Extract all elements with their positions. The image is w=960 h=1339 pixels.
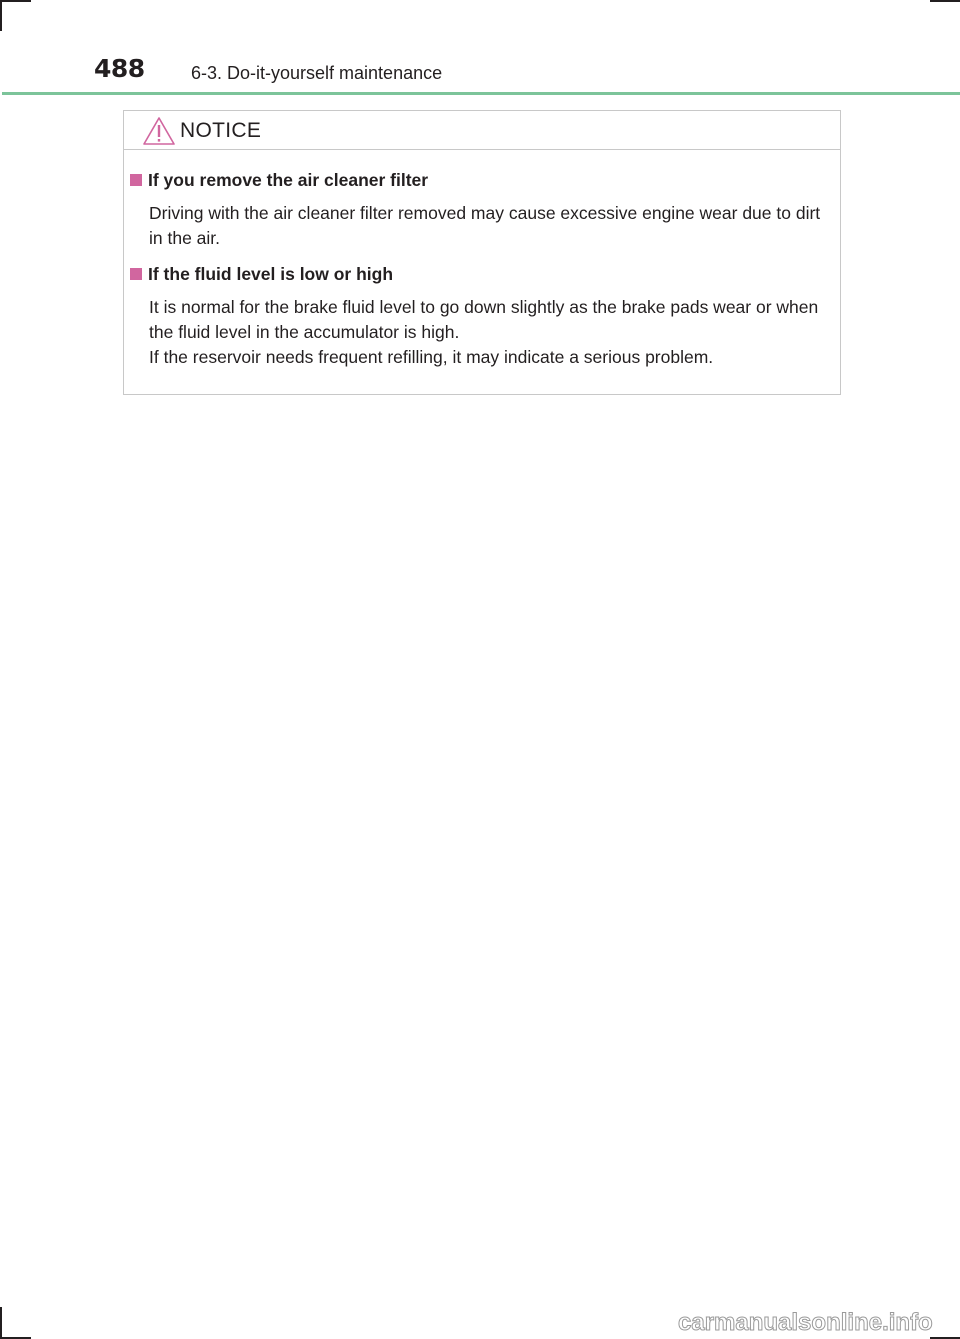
- item-heading-text: If you remove the air cleaner filter: [148, 170, 429, 190]
- section-title: 6-3. Do-it-yourself maintenance: [191, 63, 443, 83]
- item-body-air-filter: [149, 201, 833, 251]
- bullet-square-icon: [130, 174, 142, 186]
- paragraph: If the reservoir needs frequent refilling, it may indicate a serious problem.: [149, 347, 714, 367]
- header-rule: [2, 92, 960, 95]
- notice-header: [124, 111, 840, 150]
- watermark: [676, 1306, 952, 1336]
- page-header: [0, 0, 960, 96]
- item-heading-text: If the fluid level is low or high: [148, 264, 394, 284]
- item-body-fluid-level: [149, 295, 833, 370]
- paragraph: It is normal for the brake fluid level to go down slightly as the brake pads wear or when the fluid level in the accumulator is high.: [149, 297, 819, 342]
- bullet-square-icon: [130, 268, 142, 280]
- notice-label: NOTICE: [180, 119, 262, 142]
- paragraph: Driving with the air cleaner filter removed may cause excessive engine wear due to dirt in the air.: [149, 203, 821, 248]
- crop-mark-bottom-left-v: [0, 1307, 2, 1339]
- warning-triangle-icon: [142, 116, 176, 146]
- page-number: 488: [94, 54, 145, 83]
- notice-box: [123, 110, 841, 395]
- item-heading-fluid-level: [130, 261, 393, 287]
- item-heading-air-filter: [130, 167, 428, 193]
- watermark-text: carmanualsonline.info: [678, 1309, 933, 1336]
